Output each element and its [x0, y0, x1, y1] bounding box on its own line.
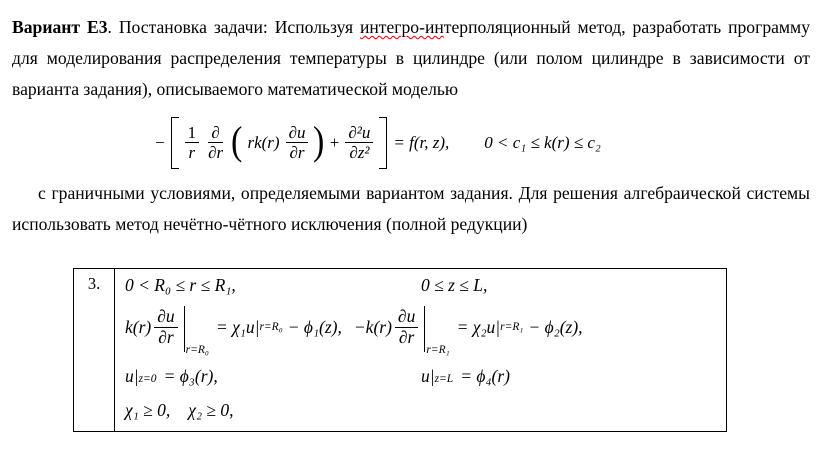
evaluation-subscript: r=R₁: [426, 344, 450, 356]
u-term: u|: [125, 365, 139, 386]
left-square-bracket: [171, 117, 179, 169]
fraction-numerator: ∂u: [395, 307, 418, 328]
fraction-denominator: ∂r: [398, 326, 415, 347]
bc-lead: k(r): [125, 316, 152, 337]
fraction-denominator: ∂z²: [349, 143, 370, 162]
domain-z: 0 ≤ z ≤ L,: [421, 274, 488, 295]
fraction-denominator: ∂r: [289, 143, 305, 162]
fraction-numerator: ∂u: [286, 123, 309, 143]
evaluation-subscript: r=R₀: [185, 344, 209, 356]
variant-conditions-cell: [115, 269, 726, 431]
variant-table: [73, 268, 727, 432]
u-term: u|: [421, 365, 435, 386]
variant-number-cell: 3.: [74, 269, 115, 431]
bc-at-r1: [353, 304, 583, 356]
u-subscript: r=R₀: [259, 321, 283, 333]
bc-tail: − ϕ₂(z),: [528, 316, 583, 337]
fraction-du-dr: [286, 123, 309, 162]
fraction-numerator: ∂²u: [345, 123, 373, 143]
left-paren: (: [231, 117, 243, 163]
bc-lead: −k(r): [353, 316, 392, 337]
u-subscript: z=0: [138, 372, 157, 385]
chi-conditions-line: [125, 397, 718, 423]
evaluation-bar: [184, 306, 185, 352]
intro-seg2: терполяционный метод, разработать программу для моделирования распределения температуры в цилиндре (или полом цилиндре в зависимости от варианта задания), описываемого математической моделью: [12, 17, 810, 99]
right-paren: ): [313, 117, 325, 163]
fraction-du-dr: [395, 307, 418, 347]
fraction-numerator: 1: [185, 123, 200, 143]
fraction-numerator: ∂: [208, 123, 222, 143]
bc-equals: = χ₁u|: [215, 316, 260, 337]
u-subscript: r=R₁: [500, 321, 524, 333]
bc-z0: [125, 366, 421, 387]
fraction-d-dr: [205, 123, 226, 162]
bc-at-r0: [125, 304, 342, 356]
bc-rhs: = ϕ₃(r),: [163, 365, 218, 386]
fraction-denominator: ∂r: [158, 326, 174, 347]
model-equation: [152, 114, 810, 171]
conditions-paragraph: с граничными условиями, определяемыми вариантом задания. Для решения алгебраической системы использовать метод нечётно-чётного исключения (полной редукции): [12, 183, 810, 234]
domain-line: [125, 272, 718, 298]
domain-r: 0 < R₀ ≤ r ≤ R₁,: [125, 274, 236, 295]
fraction-numerator: ∂u: [154, 307, 177, 328]
axial-boundary-line: [125, 362, 718, 390]
fraction-1-over-r: [185, 123, 200, 162]
intro-seg1: . Постановка задачи: Используя: [107, 17, 360, 37]
chi1-condition: χ₁ ≥ 0,: [125, 399, 171, 420]
variant-label: Вариант Е3: [12, 17, 108, 37]
rk-term: rk(r): [247, 132, 280, 152]
u-subscript: z=L: [434, 372, 454, 385]
bc-tail: − ϕ₁(z),: [287, 316, 342, 337]
misspelled-word: интегро-ин: [359, 17, 444, 37]
fraction-denominator: r: [188, 143, 196, 162]
plus-sign: +: [329, 132, 340, 152]
intro-paragraph: [12, 12, 810, 105]
equation-rhs: = f(r, z),: [393, 132, 450, 152]
bc-equals: = χ₂u|: [456, 316, 501, 337]
bc-rhs: = ϕ₄(r): [460, 365, 510, 386]
radial-boundary-line: [125, 301, 718, 356]
fraction-denominator: ∂r: [208, 143, 224, 162]
minus-sign: −: [155, 132, 165, 152]
evaluation-bar: [424, 306, 425, 352]
coefficient-constraint: 0 < c₁ ≤ k(r) ≤ c₂: [484, 132, 601, 152]
right-square-bracket: [379, 117, 387, 169]
fraction-d2u-dz2: [345, 123, 373, 162]
fraction-du-dr: [154, 307, 177, 347]
bc-zL: [421, 366, 510, 387]
chi2-condition: χ₂ ≥ 0,: [188, 399, 234, 420]
